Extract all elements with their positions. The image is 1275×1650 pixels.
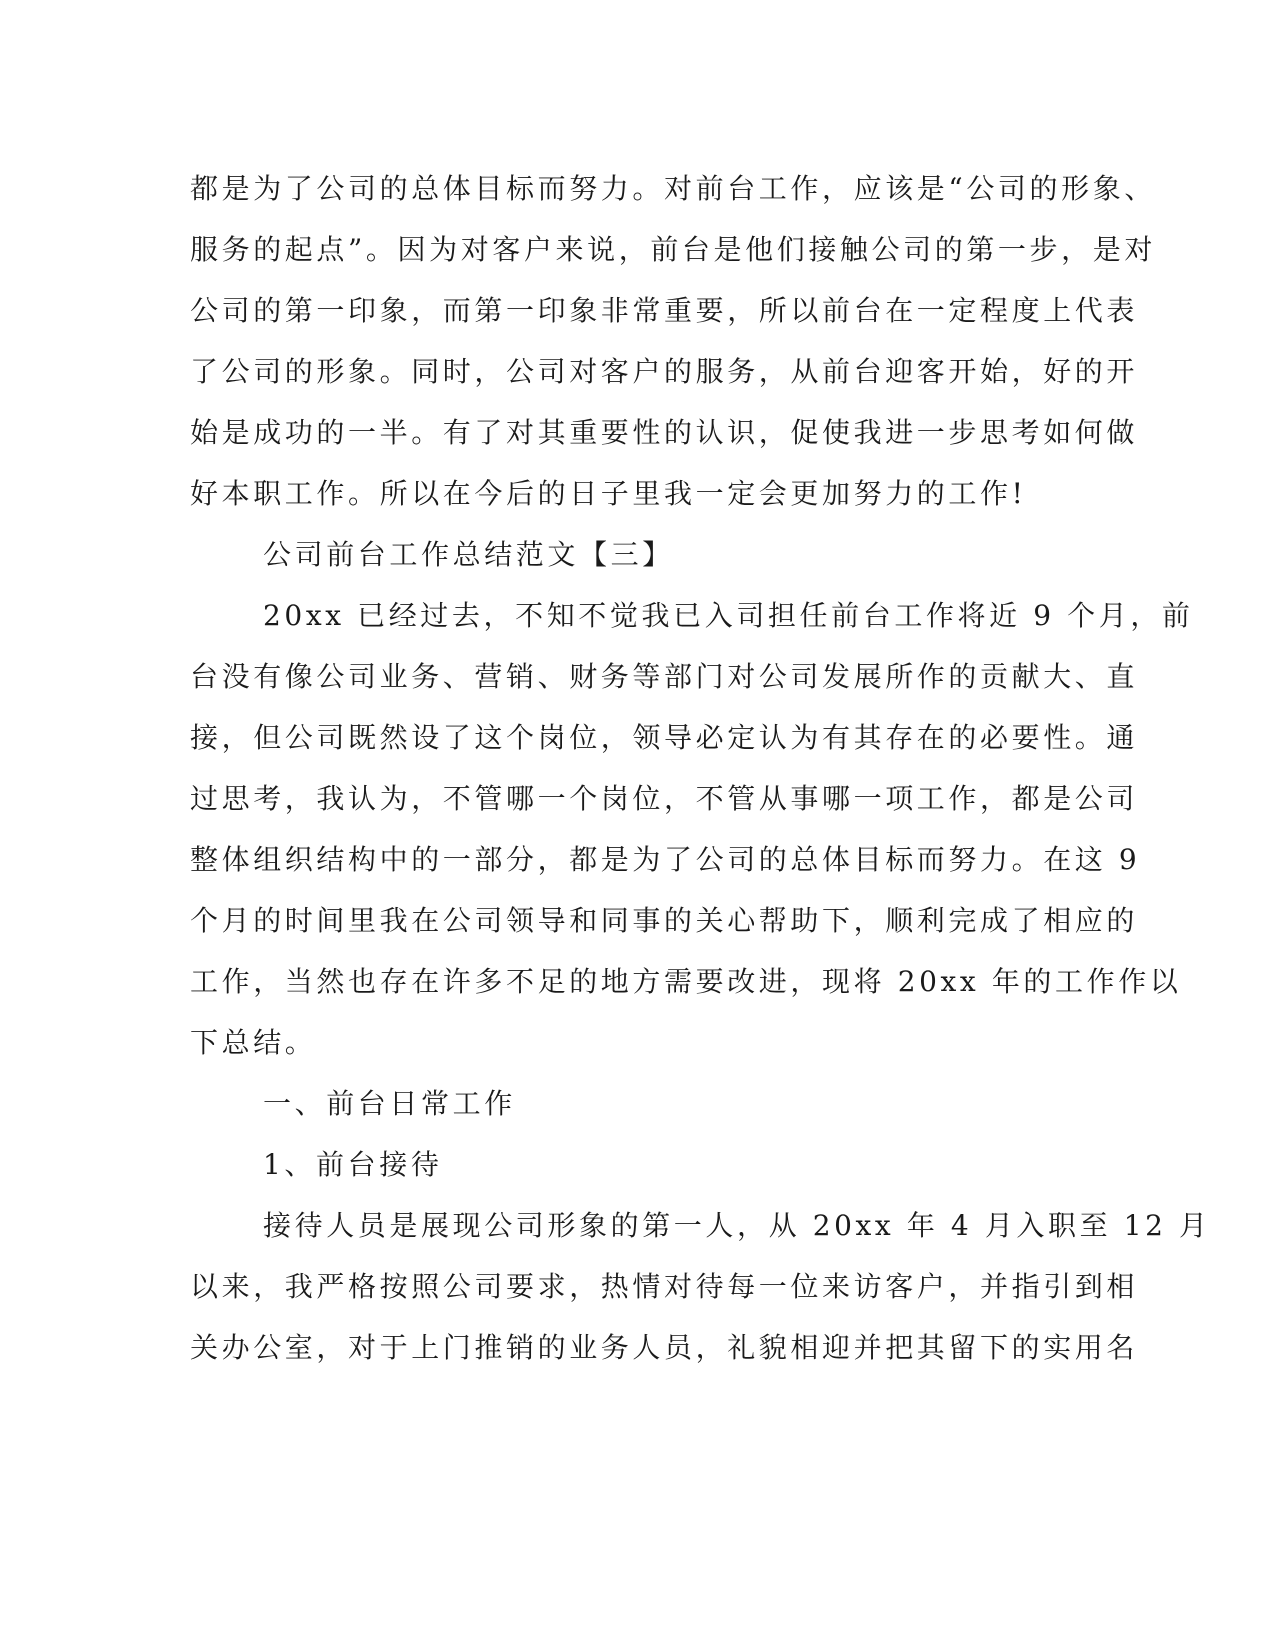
subheading: 一、前台日常工作	[263, 1087, 516, 1120]
text-line: 都是为了公司的总体目标而努力。对前台工作，应该是“公司的形象、	[190, 172, 1156, 205]
paragraph-start-line: 接待人员是展现公司形象的第一人，从 20xx 年 4 月入职至 12 月	[263, 1209, 1211, 1242]
text-line: 以来，我严格按照公司要求，热情对待每一位来访客户，并指引到相	[190, 1270, 1139, 1303]
paragraph-start-line: 20xx 已经过去，不知不觉我已入司担任前台工作将近 9 个月，前	[263, 599, 1194, 632]
text-line: 个月的时间里我在公司领导和同事的关心帮助下，顺利完成了相应的	[190, 904, 1139, 937]
text-line: 了公司的形象。同时，公司对客户的服务，从前台迎客开始，好的开	[190, 355, 1139, 388]
text-line: 下总结。	[190, 1026, 317, 1059]
section-heading: 公司前台工作总结范文【三】	[263, 538, 674, 571]
text-line: 工作，当然也存在许多不足的地方需要改进，现将 20xx 年的工作作以	[190, 965, 1182, 998]
text-line: 过思考，我认为，不管哪一个岗位，不管从事哪一项工作，都是公司	[190, 782, 1139, 815]
text-line: 接，但公司既然设了这个岗位，领导必定认为有其存在的必要性。通	[190, 721, 1139, 754]
text-line: 台没有像公司业务、营销、财务等部门对公司发展所作的贡献大、直	[190, 660, 1139, 693]
text-line: 服务的起点”。因为对客户来说，前台是他们接触公司的第一步，是对	[190, 233, 1156, 266]
text-line: 公司的第一印象，而第一印象非常重要，所以前台在一定程度上代表	[190, 294, 1139, 327]
subheading: 1、前台接待	[263, 1148, 443, 1181]
text-line: 关办公室，对于上门推销的业务人员，礼貌相迎并把其留下的实用名	[190, 1331, 1139, 1364]
text-line: 好本职工作。所以在今后的日子里我一定会更加努力的工作!	[190, 477, 1027, 510]
text-line: 始是成功的一半。有了对其重要性的认识，促使我进一步思考如何做	[190, 416, 1139, 449]
document-body	[190, 158, 1211, 1378]
text-line: 整体组织结构中的一部分，都是为了公司的总体目标而努力。在这 9	[190, 843, 1141, 876]
